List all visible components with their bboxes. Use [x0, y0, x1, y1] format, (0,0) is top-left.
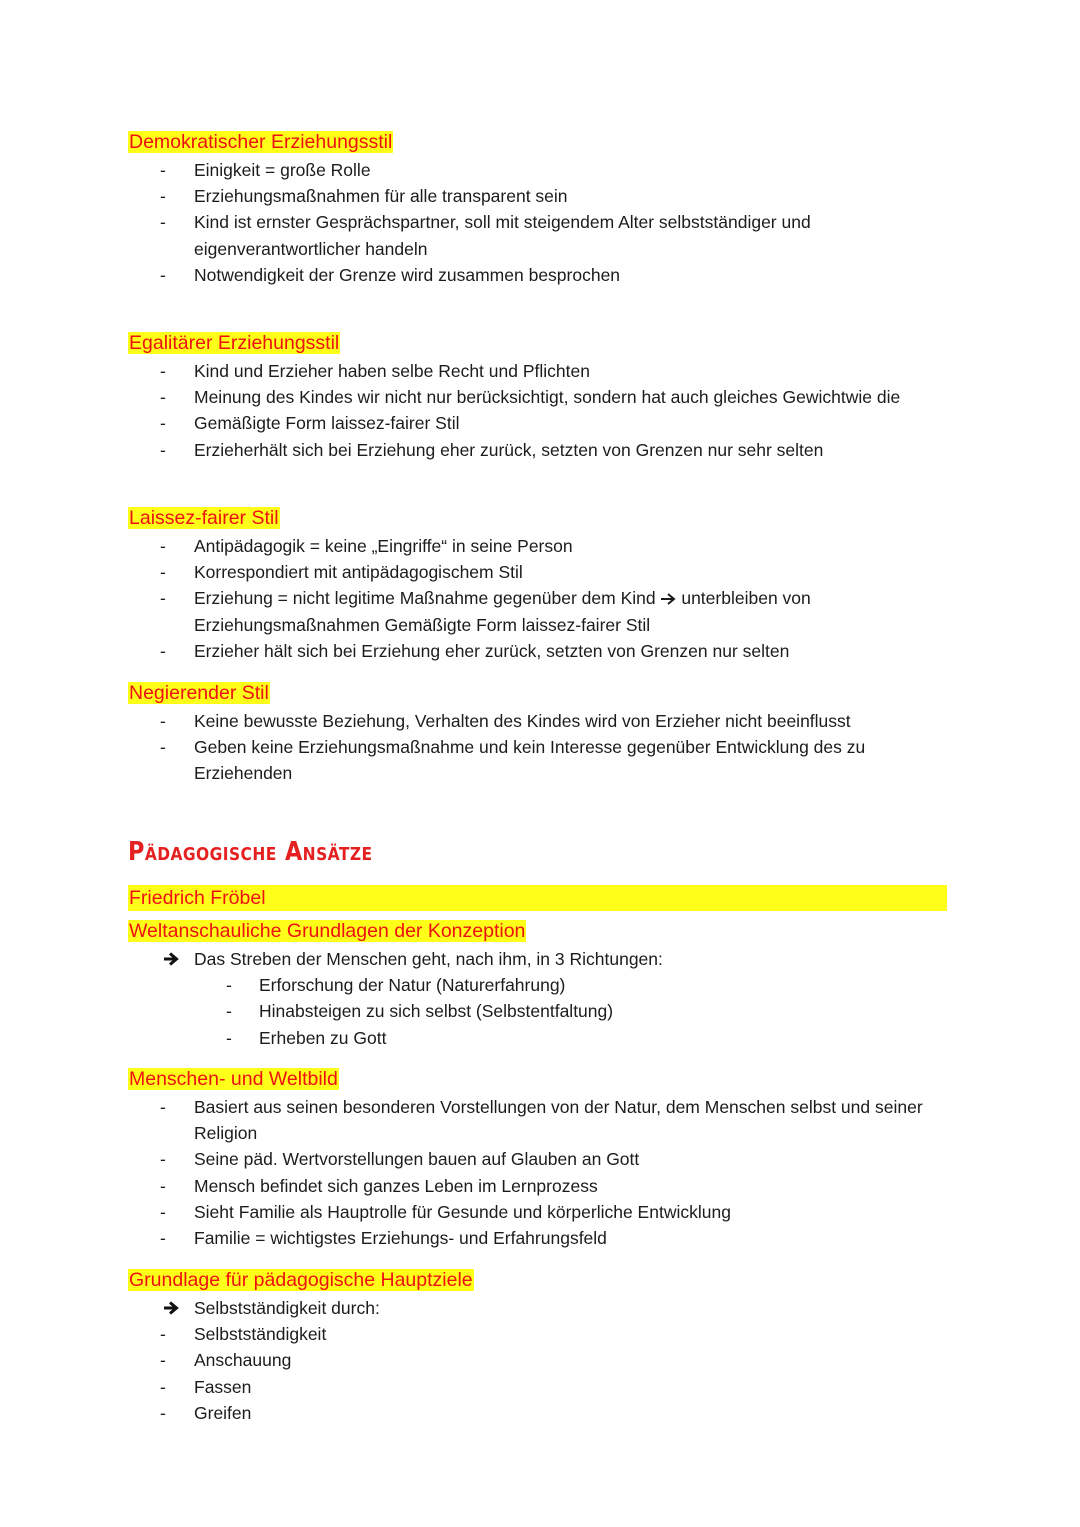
list-egalitaer	[0, 358, 954, 463]
arrow-right-icon	[660, 593, 676, 605]
list-item: - Basiert aus seinen besonderen Vorstellungen von der Natur, dem Menschen selbst und seiner Religion	[160, 1097, 923, 1144]
list-item: - Selbstständigkeit	[160, 1324, 327, 1345]
list-laissez	[0, 533, 954, 664]
heading-hauptziele-text: Grundlage für pädagogische Hauptziele	[129, 1269, 473, 1291]
heading-egalitaer	[128, 330, 340, 356]
heading-hauptziele	[128, 1267, 474, 1293]
heading-laissez-text: Laissez-fairer Stil	[129, 507, 279, 529]
list-item: - Kind ist ernster Gesprächspartner, soll mit steigendem Alter selbstständiger und eigenverantwortlicher handeln	[160, 212, 811, 259]
list-item: - Familie = wichtigstes Erziehungs- und Erfahrungsfeld	[160, 1228, 607, 1249]
heading-person-text: Friedrich Fröbel	[129, 887, 266, 909]
heading-demokratisch	[128, 129, 393, 155]
list-item: - Keine bewusste Beziehung, Verhalten des Kindes wird von Erzieher nicht beeinflusst	[160, 711, 851, 731]
list-item: - Antipädagogik = keine „Eingriffe“ in seine Person	[160, 536, 573, 556]
list-item: - Einigkeit = große Rolle	[160, 160, 371, 180]
heading-demokratisch-text: Demokratischer Erziehungsstil	[129, 131, 393, 153]
list-item: - Notwendigkeit der Grenze wird zusammen besprochen	[160, 264, 621, 285]
heading-negierend-text: Negierender Stil	[129, 682, 269, 704]
heading-menschenbild-text: Menschen- und Weltbild	[129, 1068, 338, 1090]
arrow-right-icon	[163, 1301, 179, 1315]
heading-weltanschauung	[128, 918, 526, 944]
heading-person	[128, 885, 947, 911]
list-item: - Seine päd. Wertvorstellungen bauen auf Glauben an Gott	[160, 1149, 640, 1170]
list-item: - Gemäßigte Form laissez-fairer Stil	[160, 413, 460, 434]
list-item: - Fassen	[160, 1376, 252, 1397]
list-item: - Kind und Erzieher haben selbe Recht und Pflichten	[160, 361, 590, 381]
list-hauptziele	[0, 1295, 954, 1426]
list-item: - Geben keine Erziehungsmaßnahme und kein Interesse gegenüber Entwicklung des zu Erziehenden	[160, 737, 866, 784]
list-item: - Hinabsteigen zu sich selbst (Selbstentfaltung)	[226, 1001, 614, 1022]
arrow-item: Selbstständigkeit durch:	[0, 1295, 954, 1321]
arrow-right-icon	[163, 952, 179, 966]
list-demokratisch	[0, 157, 954, 288]
list-negierend	[0, 708, 954, 787]
list-item: - Anschauung	[160, 1350, 292, 1371]
list-item: - Korrespondiert mit antipädagogischem Stil	[160, 562, 523, 583]
arrow-item: Das Streben der Menschen geht, nach ihm, in 3 Richtungen:	[0, 946, 954, 972]
list-item: - Mensch befindet sich ganzes Leben im Lernprozess	[160, 1175, 598, 1196]
heading-egalitaer-text: Egalitärer Erziehungsstil	[129, 332, 340, 354]
list-item: - Greifen	[160, 1402, 252, 1423]
heading-negierend	[128, 680, 270, 706]
heading-menschenbild	[128, 1066, 339, 1092]
heading-laissez	[128, 505, 280, 531]
list-weltanschauung	[0, 946, 954, 1051]
list-item: - Erheben zu Gott	[226, 1027, 387, 1048]
heading-weltanschauung-text: Weltanschauliche Grundlagen der Konzeption	[129, 920, 526, 942]
list-menschenbild	[0, 1094, 954, 1251]
list-item: - Erzieher hält sich bei Erziehung eher zurück, setzten von Grenzen nur selten	[160, 640, 790, 661]
list-item: - Sieht Familie als Hauptrolle für Gesunde und körperliche Entwicklung	[160, 1201, 731, 1222]
list-item: - Erzieherhält sich bei Erziehung eher zurück, setzten von Grenzen nur sehr selten	[160, 439, 824, 460]
list-item: - Erforschung der Natur (Naturerfahrung)	[226, 975, 566, 996]
list-item: - Erziehung = nicht legitime Maßnahme gegenüber dem Kind unterbleiben von Erziehungsmaßnahmen Gemäßigte Form laissez-fairer Stil	[160, 588, 811, 635]
section-title: Pädagogische Ansätze	[128, 837, 373, 867]
list-item: - Meinung des Kindes wir nicht nur berücksichtigt, sondern hat auch gleiches Gewichtwie die	[160, 387, 901, 408]
list-item: - Erziehungsmaßnahmen für alle transparent sein	[160, 186, 568, 207]
